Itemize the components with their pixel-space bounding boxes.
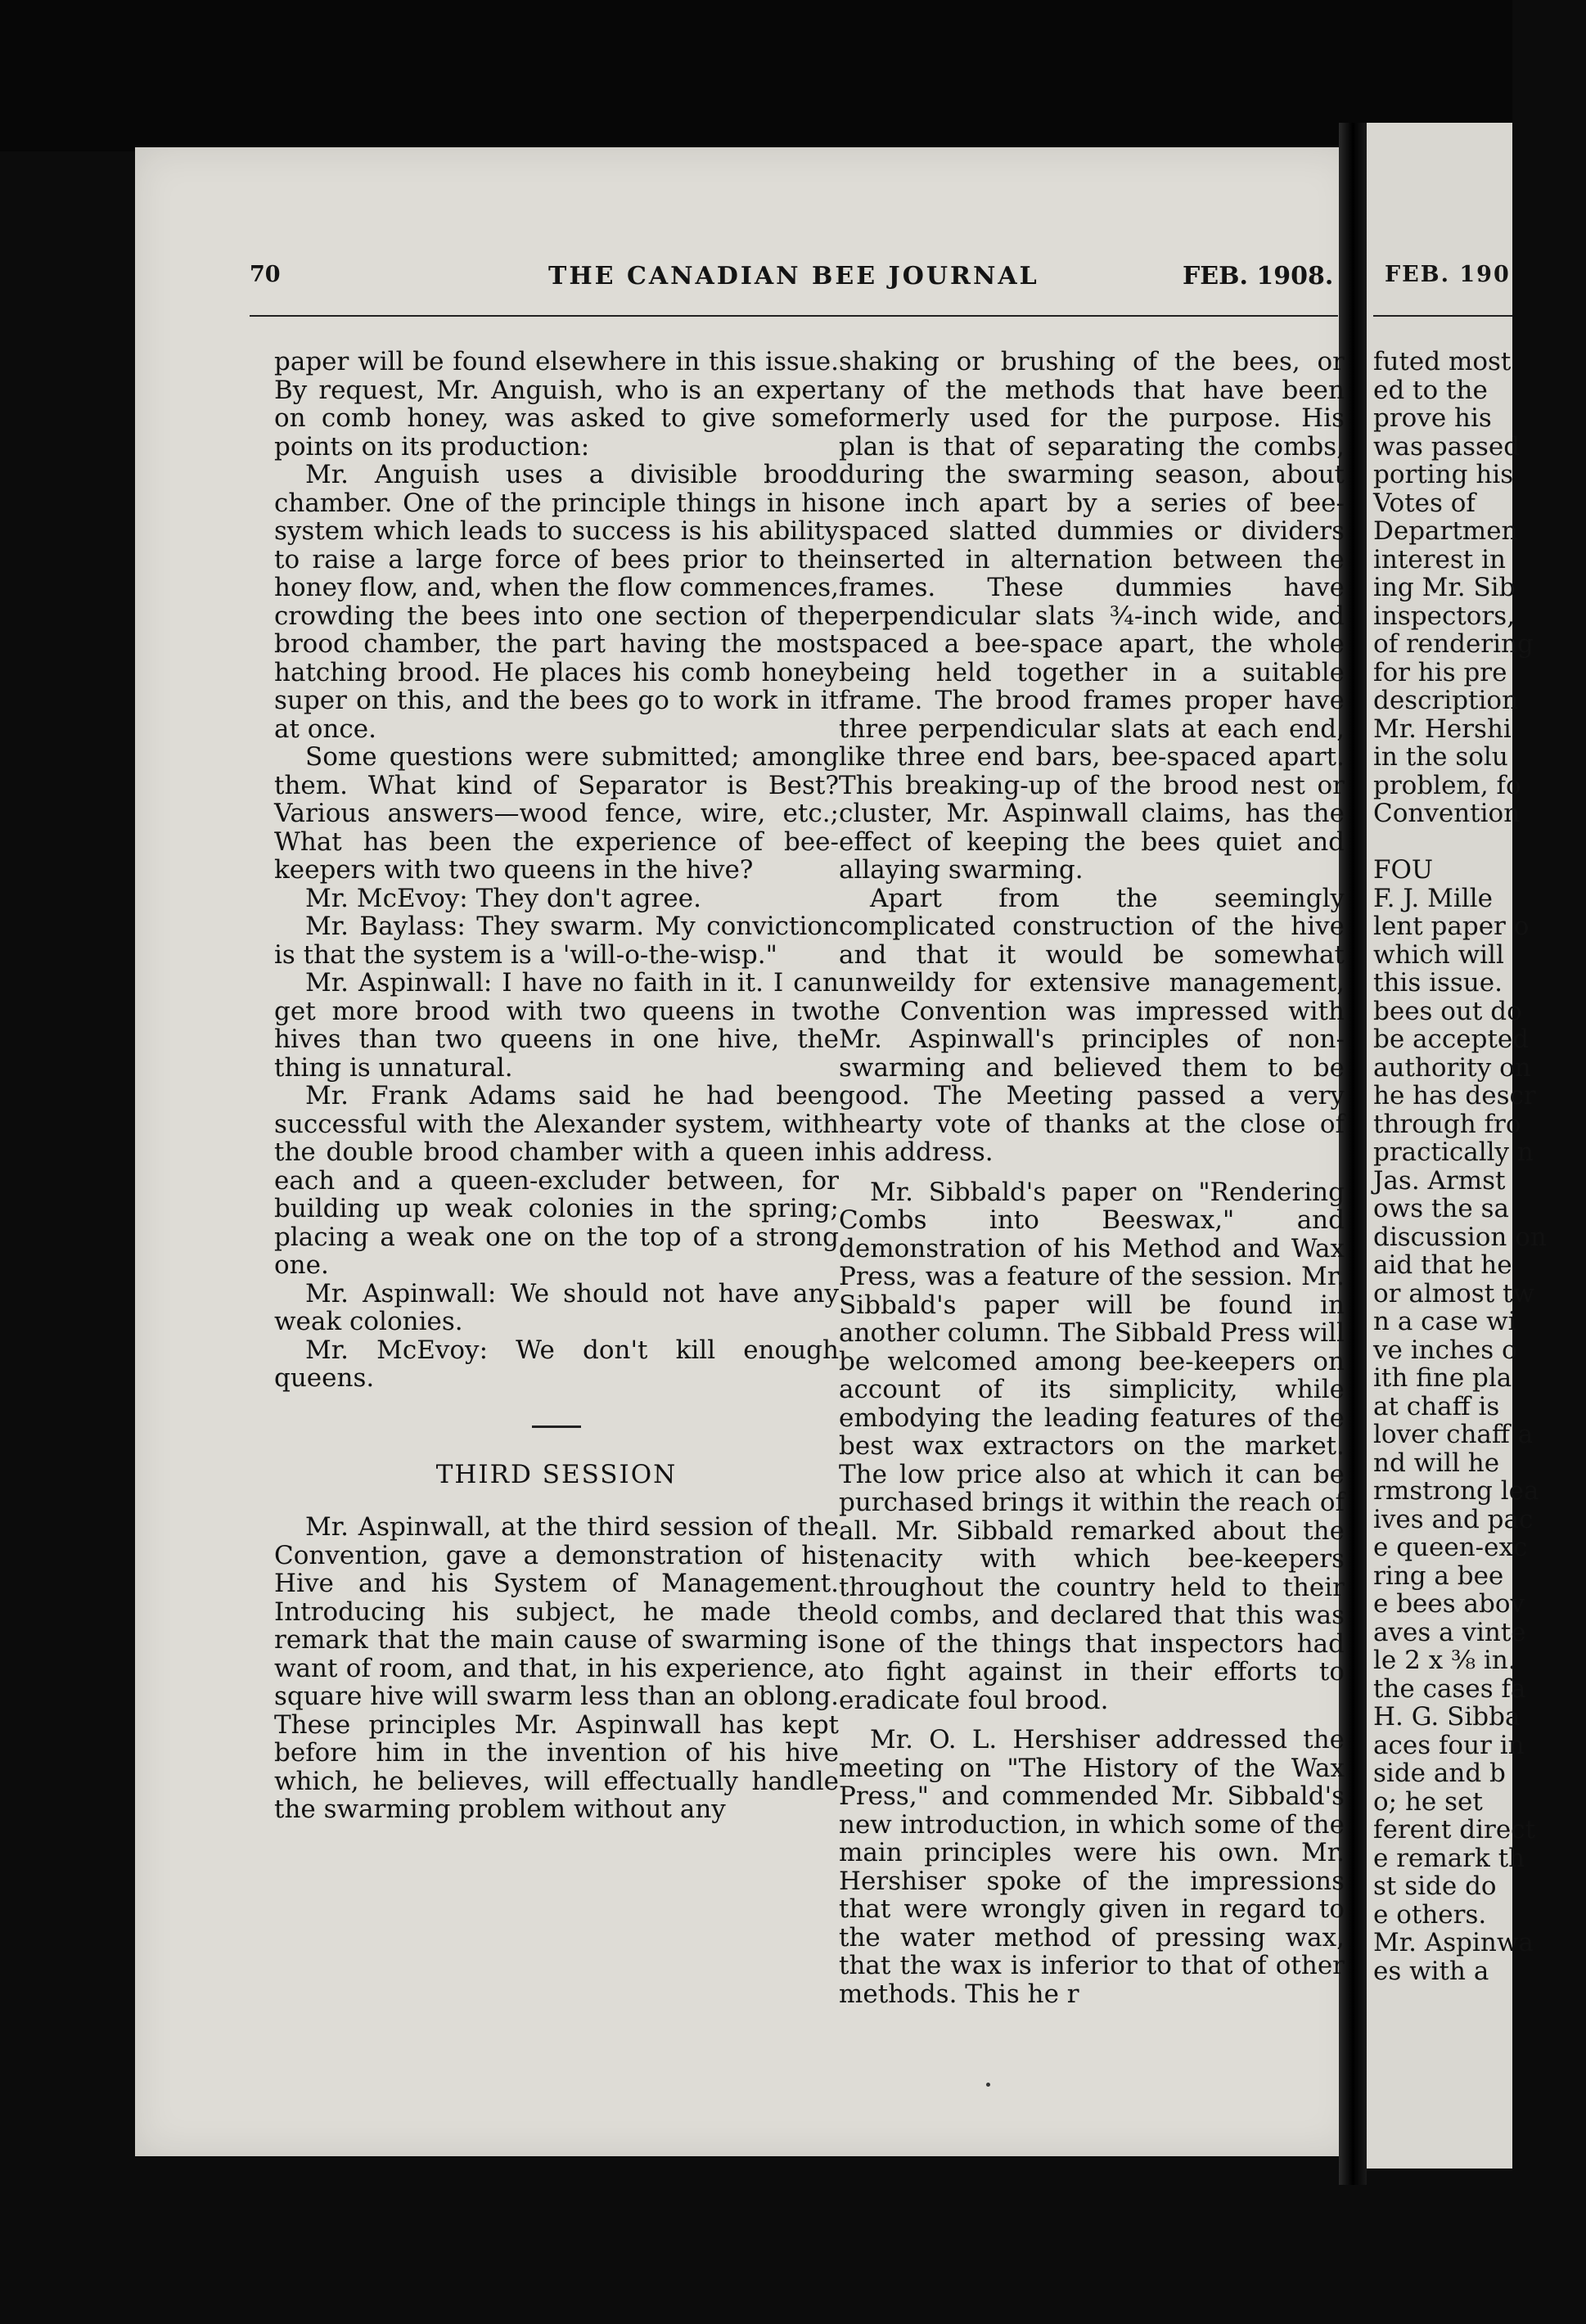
facing-text-line: ives and pac bbox=[1373, 1504, 1534, 1534]
paragraph: Mr. Baylass: They swarm. My conviction is that the system is a 'will-o-the-wisp." bbox=[274, 912, 839, 970]
facing-text-line: n a case wi bbox=[1373, 1307, 1516, 1336]
facing-text-line: ows the sa bbox=[1373, 1194, 1509, 1223]
ink-speck bbox=[986, 2083, 990, 2087]
facing-text-line: was passed bbox=[1373, 431, 1521, 462]
facing-text-line: ferent direct bbox=[1373, 1815, 1536, 1844]
facing-text-line: problem, fo bbox=[1373, 770, 1521, 800]
facing-text-line: e bees abov bbox=[1373, 1589, 1525, 1619]
facing-text-line: bees out do bbox=[1373, 996, 1522, 1026]
facing-text-line bbox=[1373, 828, 1586, 857]
section-heading: THIRD SESSION bbox=[435, 1459, 678, 1489]
facing-text-line: FOU bbox=[1373, 855, 1434, 885]
paragraph: Mr. Aspinwall, at the third session of the Convention, gave a demonstration of his Hive and his System of Management. Introducing his subject, he made the remark that the main cause of swarming is want of room, and that, in his experience, a square hive will swarm less than an oblong. These principles Mr. Aspinwall has kept before him in the invention of his hive which, he believes, will effectually handle the swarming problem without any bbox=[274, 1512, 839, 1824]
page-number: 70 bbox=[250, 262, 281, 287]
facing-text-line: in the solu bbox=[1373, 742, 1508, 772]
facing-text-line: aces four in bbox=[1373, 1730, 1525, 1760]
facing-text-line: ring a bee bbox=[1373, 1561, 1504, 1591]
facing-text-line: authority on bbox=[1373, 1052, 1531, 1083]
facing-text-line: nd will he bbox=[1373, 1448, 1500, 1478]
facing-text-line: Convention bbox=[1373, 799, 1521, 828]
facing-text-line: lover chaff a bbox=[1373, 1420, 1534, 1449]
facing-text-line: Departmen bbox=[1373, 516, 1518, 546]
paragraph: shaking or brushing of the bees, or any of the methods that have been formerly used for the purpose. His plan is that of separating the combs, during the swarming season, about one inch apart by a series of bee-spaced slatted dummies or dividers inserted in alternation between the frames. These dummies have perpendicular slats ¾-inch wide, and spaced a bee-space apart, the whole being held together in a suitable frame. The brood frames proper have three perpendicular slats at each end, like three end bars, bee-spaced apart. This breaking-up of the brood nest or cluster, Mr. Aspinwall claims, has the effect of keeping the bees quiet and allaying swarming. bbox=[839, 347, 1345, 885]
scanner-frame bbox=[0, 0, 1512, 151]
paragraph: Some questions were submitted; among them. What kind of Separator is Best? Various answers—wood fence, wire, etc.; What has been the experience of bee-keepers with two queens in the hive? bbox=[274, 742, 839, 885]
facing-text-line: Votes of bbox=[1373, 488, 1476, 518]
journal-title: THE CANADIAN BEE JOURNAL bbox=[548, 262, 1039, 290]
facing-text-line: porting his bbox=[1373, 460, 1514, 489]
facing-text-line: at chaff is bbox=[1373, 1391, 1500, 1421]
facing-text-line: be accepted bbox=[1373, 1025, 1530, 1054]
facing-header-rule bbox=[1373, 315, 1512, 317]
paragraph: Apart from the seemingly complicated construction of the hive and that it would be somewhat unweildy for extensive management, the Convention was impressed with Mr. Aspinwall's principles of non-swarming and believed them to be good. The Meeting passed a very hearty vote of thanks at the close of his address. bbox=[839, 883, 1345, 1167]
header-rule bbox=[250, 315, 1338, 317]
facing-text-line: F. J. Mille bbox=[1373, 883, 1493, 913]
paragraph: Mr. Frank Adams said he had been successful with the Alexander system, with the double brood chamber with a queen in each and a queen-excluder between, for building up weak colonies in the spring; placing a weak one on the top of a strong one. bbox=[274, 1081, 839, 1280]
facing-page-column bbox=[1373, 348, 1586, 1985]
paragraph: Mr. O. L. Hershiser addressed the meeting on "The History of the Wax Press," and commended Mr. Sibbald's new introduction, in which some of the main principles were his own. Mr. Hershiser spoke of the impressions that were wrongly given in regard to the water method of pressing wax, that the wax is inferior to that of other methods. This he r bbox=[839, 1725, 1345, 2009]
facing-text-line: ve inches o bbox=[1373, 1335, 1517, 1365]
paragraph: Mr. Anguish uses a divisible brood chamber. One of the principle things in his system which leads to success is his ability to raise a large force of bees prior to the honey flow, and, when the flow commences, crowding the bees into one section of the brood chamber, the part having the most hatching brood. He places his comb honey super on this, and the bees go to work in it at once. bbox=[274, 460, 839, 744]
facing-text-line: discussion on bbox=[1373, 1222, 1547, 1252]
facing-text-line: le 2 x ⅜ in. bbox=[1373, 1646, 1516, 1675]
paragraph: Mr. Aspinwall: I have no faith in it. I can get more brood with two queens in two hives than two queens in one hive, the thing is unnatural. bbox=[274, 968, 839, 1083]
facing-text-line: Mr. Hershi bbox=[1373, 714, 1512, 744]
paragraph: paper will be found elsewhere in this issue. By request, Mr. Anguish, who is an expert on comb honey, was asked to give some points on its production: bbox=[274, 347, 839, 462]
facing-text-line: ith fine pla bbox=[1373, 1363, 1512, 1393]
facing-text-line: e queen-exc bbox=[1373, 1533, 1528, 1562]
facing-text-line: for his pre bbox=[1373, 657, 1507, 687]
facing-text-line: ed to the bbox=[1373, 375, 1488, 405]
facing-text-line: H. G. Sibba bbox=[1373, 1702, 1521, 1732]
facing-text-line: es with a bbox=[1373, 1956, 1489, 1986]
facing-text-line: ing Mr. Sib bbox=[1373, 573, 1516, 602]
facing-text-line: description bbox=[1373, 686, 1519, 715]
facing-text-line: interest in bbox=[1373, 544, 1506, 574]
facing-text-line: or almost tw bbox=[1373, 1278, 1535, 1308]
facing-text-line: aid that he bbox=[1373, 1250, 1512, 1280]
facing-text-line: side and b bbox=[1373, 1759, 1506, 1788]
facing-text-line: lent paper o bbox=[1373, 912, 1530, 941]
facing-text-line: this issue. bbox=[1373, 968, 1503, 998]
facing-text-line: st side do bbox=[1373, 1871, 1497, 1901]
facing-text-line: of rendering bbox=[1373, 629, 1534, 659]
facing-text-line: the cases fa bbox=[1373, 1673, 1526, 1704]
facing-text-line: e others. bbox=[1373, 1899, 1487, 1930]
column-1 bbox=[274, 348, 839, 1824]
facing-text-line: prove his bbox=[1373, 403, 1492, 433]
facing-text-line: Mr. Aspinwa bbox=[1373, 1928, 1534, 1957]
facing-text-line: which will bbox=[1373, 939, 1504, 970]
facing-text-line: rmstrong lea bbox=[1373, 1476, 1539, 1506]
paragraph: Mr. McEvoy: We don't kill enough queens. bbox=[274, 1335, 839, 1393]
facing-text-line: Jas. Armst bbox=[1373, 1165, 1506, 1196]
facing-text-line: o; he set bbox=[1373, 1786, 1483, 1817]
section-divider bbox=[532, 1425, 581, 1428]
facing-text-line: inspectors, bbox=[1373, 601, 1516, 631]
facing-text-line: he has descr bbox=[1373, 1081, 1536, 1110]
paragraph: Mr. Aspinwall: We should not have any weak colonies. bbox=[274, 1278, 839, 1336]
facing-text-line: e remark th bbox=[1373, 1843, 1525, 1873]
paragraph: Mr. Sibbald's paper on "Rendering Combs into Beeswax," and demonstration of his Method and Wax Press, was a feature of the session. Mr. Sibbald's paper will be found in another column. The Sibbald Press will be welcomed among bee-keepers on account of its simplicity, while embodying the leading features of the best wax extractors on the market. The low price also at which it can be purchased brings it within the reach of all. Mr. Sibbald remarked about the tenacity with which bee-keepers throughout the country held to their old combs, and declared that this was one of the things that inspectors had to fight against in their efforts to eradicate foul brood. bbox=[839, 1177, 1345, 1715]
column-2 bbox=[839, 348, 1345, 2008]
facing-page-header: FEB. 190 bbox=[1385, 262, 1511, 287]
issue-date: FEB. 1908. bbox=[1183, 262, 1334, 290]
page-header bbox=[250, 262, 1338, 303]
facing-text-line: aves a vinte bbox=[1373, 1617, 1526, 1647]
paragraph: Mr. McEvoy: They don't agree. bbox=[305, 883, 701, 913]
facing-text-line: through fro bbox=[1373, 1109, 1521, 1139]
facing-text-line: practically n bbox=[1373, 1137, 1534, 1167]
facing-text-line: futed most bbox=[1373, 347, 1512, 376]
